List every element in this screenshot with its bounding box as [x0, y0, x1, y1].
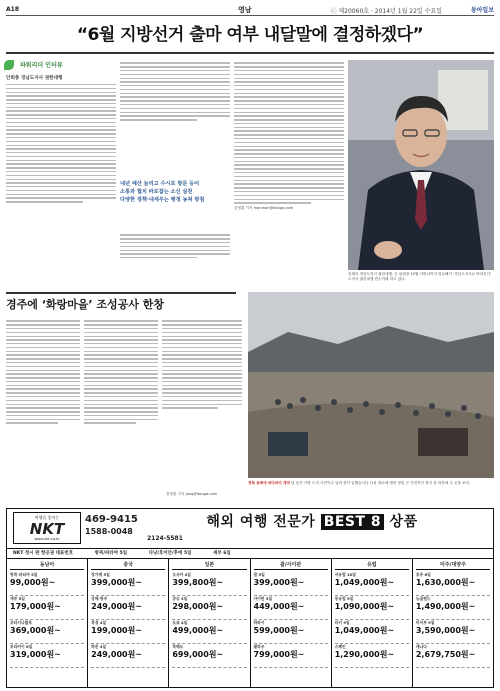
- interview-logo: 파워리더 인터뷰: [20, 62, 63, 69]
- ad-dest: 상해·항주: [91, 596, 108, 601]
- photo-credit: 강정훈 기자 manman@donga.com: [234, 206, 294, 211]
- ad-column: [332, 559, 413, 687]
- ad-item[interactable]: [10, 596, 84, 620]
- photo-caption: 임채호 경남도지사 권한대행. 등 위원장 10월 사면치까지 엄무해가 ‘경남도지사로 바라본다’ 도지사 권한대행 빈손이래 하고 있다.: [348, 272, 492, 281]
- ad-item[interactable]: [416, 644, 490, 668]
- ad-price: 399,800원~: [172, 578, 224, 587]
- story2-column-3: [162, 318, 242, 411]
- interview-byline: 안희충 경남도지사 권한대행: [6, 76, 63, 81]
- ad-dest: 서유럽 10일: [334, 572, 356, 577]
- banner-suffix: 상품: [389, 514, 418, 530]
- story2-column-2: [84, 318, 158, 426]
- ad-price: 249,000원~: [91, 602, 143, 611]
- ad-price: 699,000원~: [172, 650, 224, 659]
- deck-text: 내년 예산 늘리고 수시로 방문 등어 소통과 협치 바로잡는 소신 실천 다양한 정책·내세우는 행정 농쳐 방침: [120, 181, 205, 203]
- ad-item[interactable]: [335, 572, 409, 596]
- ad-item[interactable]: [172, 572, 246, 596]
- article-column-2b: [120, 232, 230, 261]
- phone-number-1[interactable]: 469-9415: [85, 514, 138, 525]
- ad-price: 399,000원~: [91, 578, 143, 587]
- ad-price: 399,000원~: [253, 578, 305, 587]
- ad-price: 499,000원~: [172, 626, 224, 635]
- travel-advertisement: [6, 508, 494, 688]
- ad-item[interactable]: [335, 620, 409, 644]
- strip-item: 방콕/파타야 5일: [94, 551, 128, 556]
- ad-column-title: 미주/대양주: [416, 561, 490, 570]
- ad-dest: 캐나다: [415, 644, 427, 649]
- ad-price: 369,000원~: [10, 626, 61, 635]
- banner-highlight: BEST 8: [321, 514, 384, 530]
- ad-price: 199,000원~: [91, 626, 143, 635]
- ad-dest: 동유럽 9일: [334, 596, 354, 601]
- banner-prefix: 해외 여행 전문가: [206, 514, 316, 530]
- ad-column-title: 중국: [91, 561, 165, 570]
- ad-column: [251, 559, 332, 687]
- ad-dest: 장가계 5일: [91, 572, 110, 577]
- strip-item: 세부 6일: [213, 551, 231, 556]
- ad-dest: 하문 4일: [91, 644, 107, 649]
- ad-dest: 하와이: [253, 620, 265, 625]
- story2-headline-box: [6, 292, 236, 314]
- ad-item[interactable]: [416, 596, 490, 620]
- ad-dest: 터키 9일: [334, 620, 350, 625]
- article-text-lines: [6, 84, 116, 203]
- construction-caption: [248, 481, 494, 486]
- main-headline-box: [6, 18, 494, 54]
- ad-column-title: 동남아: [10, 561, 84, 570]
- ad-price: 449,000원~: [253, 602, 305, 611]
- ad-banner: [147, 511, 477, 533]
- ad-phones: [85, 514, 139, 538]
- ad-item[interactable]: [10, 644, 84, 668]
- ad-dest: 방콕·파타야 5일: [10, 572, 38, 577]
- ad-dest: 괌 5일: [253, 572, 265, 577]
- ad-price: 1,290,000원~: [334, 650, 395, 659]
- ad-dest: 스페인: [334, 644, 346, 649]
- ad-price: 99,000원~: [10, 578, 56, 587]
- ad-price: 319,000원~: [10, 650, 61, 659]
- issue-meta: ⓒ 제20060호 · 2014년 1월 22일 수요일: [330, 8, 442, 15]
- story2-headline: 경주에 ‘화랑마을’ 조성공사 한창: [6, 298, 164, 311]
- nkt-logo: NKT: [29, 520, 65, 538]
- story2-byline: 장영훈 기자 jang@donga.com: [166, 492, 218, 496]
- nkt-url[interactable]: www.nkt.co.kr: [34, 537, 60, 541]
- caption-text: 남 동진 시방 드리 사진이고 입력 중사 일했습니다 다섯 장소에 생선 정말 곤 사전적인 결석 중 과자에 주 곳을 보다.: [291, 481, 471, 485]
- ad-dest: 보라카이 6일: [10, 644, 33, 649]
- article-column-3: [234, 60, 344, 211]
- ad-item[interactable]: [91, 596, 165, 620]
- ad-price: 1,630,000원~: [415, 578, 476, 587]
- ad-item[interactable]: [416, 572, 490, 596]
- ad-dest: 사이판 5일: [253, 596, 273, 601]
- main-headline: “6월 지방선거 출마 여부 내달말에 결정하겠다”: [76, 25, 424, 45]
- caption-label: 경북 동해에 바다바리 계약: [248, 481, 290, 485]
- ad-item[interactable]: [416, 620, 490, 644]
- ad-dest: 오사카 4일: [172, 572, 191, 577]
- ad-item[interactable]: [254, 644, 328, 668]
- ad-price: 1,049,000원~: [334, 626, 395, 635]
- page-number: A18: [6, 6, 19, 13]
- newspaper-brand: 동아일보: [470, 7, 494, 14]
- interview-deck: [120, 180, 230, 230]
- ad-item[interactable]: [172, 596, 246, 620]
- ad-price: 1,490,000원~: [415, 602, 476, 611]
- portrait-photo: [348, 60, 494, 270]
- ad-dest: 코타키나발루: [10, 620, 33, 625]
- page-header: [6, 4, 494, 16]
- construction-photo: [248, 292, 494, 478]
- ad-item[interactable]: [335, 644, 409, 668]
- ad-column: [169, 559, 250, 687]
- ad-price: 179,000원~: [10, 602, 61, 611]
- ad-item[interactable]: [254, 620, 328, 644]
- ad-dest: 세부 5일: [10, 596, 25, 601]
- phone-number-2[interactable]: 1588-0048: [85, 527, 133, 536]
- ad-column: [88, 559, 169, 687]
- ad-dest: 큐슈 3일: [172, 596, 188, 601]
- ad-dest: 호주 6일: [415, 572, 431, 577]
- ad-dest: 북경 4일: [91, 620, 107, 625]
- ad-column-title: 유럽: [335, 561, 409, 570]
- ad-dest: 북해도: [172, 644, 184, 649]
- ad-item[interactable]: [91, 620, 165, 644]
- ad-strip: [7, 549, 493, 559]
- ad-item[interactable]: [172, 620, 246, 644]
- story2-column-1: [6, 318, 80, 426]
- ad-item[interactable]: [10, 572, 84, 596]
- ad-price: 599,000원~: [253, 626, 305, 635]
- strip-item: NKT 정시 판 항공권 대표번호: [13, 551, 74, 556]
- ad-item[interactable]: [10, 620, 84, 644]
- ad-price: 1,049,000원~: [334, 578, 395, 587]
- ad-item[interactable]: [254, 596, 328, 620]
- ad-price: 2,679,750원~: [415, 650, 476, 659]
- ad-column: [413, 559, 493, 687]
- ad-column: [7, 559, 88, 687]
- ad-dest: 팔라우: [253, 644, 265, 649]
- ad-item[interactable]: [91, 572, 165, 596]
- interview-intro: [6, 60, 116, 205]
- section-title: 영남: [238, 6, 252, 14]
- ad-column-title: 일본: [172, 561, 246, 570]
- ad-item[interactable]: [335, 596, 409, 620]
- nkt-logo-box[interactable]: [13, 512, 81, 544]
- nkt-tagline: 여행을 좋아는: [34, 515, 60, 520]
- ad-price: 298,000원~: [172, 602, 224, 611]
- phone-number-3[interactable]: 2124-5581: [147, 535, 183, 542]
- ad-columns: [7, 559, 493, 687]
- ad-item[interactable]: [91, 644, 165, 668]
- ad-price: 3,590,000원~: [415, 626, 476, 635]
- ad-item[interactable]: [254, 572, 328, 596]
- ad-column-title: 괌/사이판: [254, 561, 328, 570]
- ad-price: 249,000원~: [91, 650, 143, 659]
- ad-top: [7, 509, 493, 549]
- ad-price: 799,000원~: [253, 650, 305, 659]
- article-column-2: [120, 60, 230, 123]
- ad-dest: 뉴질랜드: [415, 596, 431, 601]
- ad-item[interactable]: [172, 644, 246, 668]
- strip-item: 다낭/호이안/후에 5일: [148, 551, 192, 556]
- ad-dest: 도쿄 4일: [172, 620, 188, 625]
- ad-dest: 미서부 9일: [415, 620, 435, 625]
- ad-price: 1,090,000원~: [334, 602, 395, 611]
